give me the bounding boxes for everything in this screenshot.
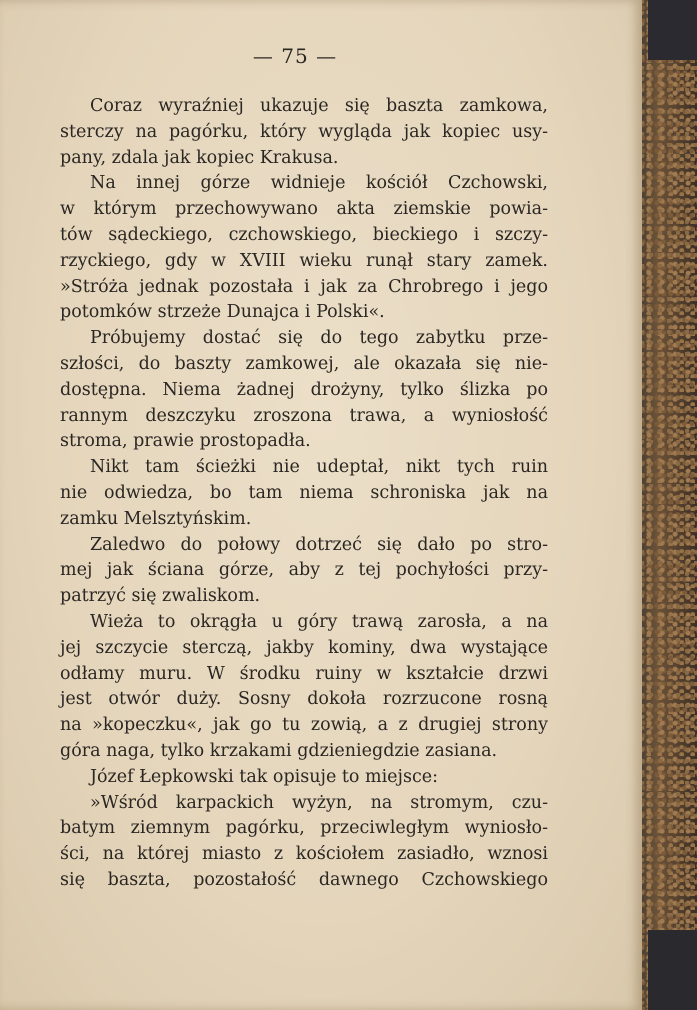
book-cover-corner-bottom [648,930,697,1010]
text-line: zamku Melsztyńskim. [60,508,252,529]
text-line: stroma, prawie prostopadła. [60,431,311,452]
text-line: »Wśród karpackich wyżyn, na stromym, czu- [90,792,548,813]
text-line: jest otwór duży. Sosny dokoła rozrzucone rosną [60,689,548,710]
text-line: batym ziemnym pagórku, przeciwległym wyniosło- [60,818,548,839]
text-line: sterczy na pagórku, który wygląda jak kopiec usy- [60,121,548,142]
text-line: patrzyć się zwaliskom. [60,586,261,607]
text-line: potomków strzeże Dunajca i Polski«. [60,302,385,323]
text-line: tów sądeckiego, czchowskiego, bieckiego i szczy- [60,224,548,245]
book-binding-edge [640,0,697,1010]
text-line: Wieża to okrągła u góry trawą zarosła, a na [90,611,548,632]
text-line: pany, zdala jak kopiec Krakusa. [60,147,339,168]
text-line: mej jak ściana górze, aby z tej pochyłości przy- [60,560,548,581]
text-line: ści, na której miasto z kościołem zasiadło, wznosi [60,844,548,865]
book-cover-corner-top [648,0,697,60]
text-line: dostępna. Niema żadnej drożyny, tylko ślizka po [60,379,548,400]
text-line: odłamy muru. W środku ruiny w kształcie drzwi [60,663,548,684]
text-line: Coraz wyraźniej ukazuje się baszta zamkowa, [90,96,548,116]
text-line: rzyckiego, gdy w XVIII wieku runął stary zamek. [60,250,548,271]
text-line: Na innej górze widnieje kościół Czchowski, [90,173,548,194]
text-line: góra naga, tylko krzakami gdzieniegdzie zasiana. [60,740,498,761]
page-number: — 75 — [252,44,338,68]
text-line: Próbujemy dostać się do tego zabytku prze- [90,328,548,349]
body-text [60,94,548,894]
text-line: Józef Łepkowski tak opisuje to miejsce: [90,766,439,787]
text-line: Nikt tam ścieżki nie udeptał, nikt tych ruin [90,457,548,478]
text-line: Zaledwo do połowy dotrzeć się dało po stro- [90,534,548,555]
text-line: jej szczycie sterczą, jakby kominy, dwa wystające [60,637,548,658]
text-line: »Stróża jednak pozostała i jak za Chrobrego i jego [60,276,548,297]
text-line: rannym deszczyku zroszona trawa, a wyniosłość [60,405,548,426]
text-line: na »kopeczku«, jak go tu zowią, a z drugiej strony [60,715,548,736]
text-line: w którym przechowywano akta ziemskie powia- [60,199,548,220]
text-line: nie odwiedza, bo tam niema schroniska jak na [60,482,548,503]
text-line: się baszta, pozostałość dawnego Czchowskiego [60,869,548,890]
text-line: szłości, do baszty zamkowej, ale okazała się nie- [60,353,548,374]
